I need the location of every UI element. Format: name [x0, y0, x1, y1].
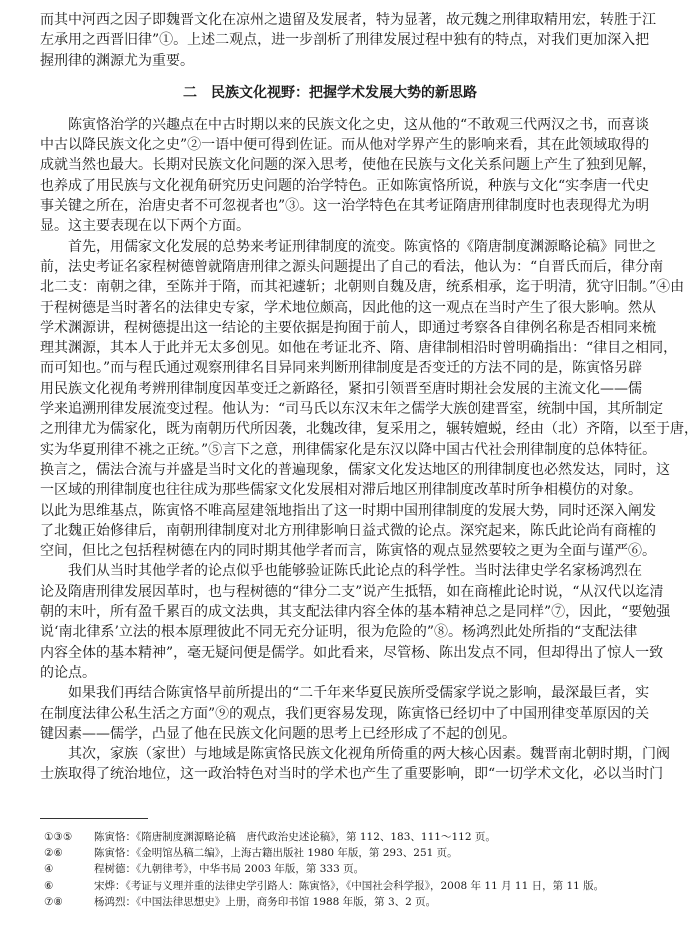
text-line: 一区域的刑律制度也往往成为那些儒家文化发展相对滞后地区刑律制度改革时所争相模仿的对象。	[40, 482, 642, 499]
text-line: 键因素——儒学，凸显了他在民族文化问题的思考上已经形成了不起的创见。	[40, 725, 516, 742]
text-line: 于程树德是当时著名的法律史专家，学术地位颇高，因此他的这一观点在当时产生了很大影响。然从	[40, 299, 656, 316]
footnote-mark: ⑥	[44, 879, 54, 892]
text-line: 而其中河西之因子即魏晋文化在凉州之遗留及发展者，特为显著，故元魏之刑律取精用宏，转胜于江	[40, 12, 656, 28]
section-body	[40, 115, 698, 785]
footnote-mark: ①③⑤	[44, 831, 73, 843]
text-line: 了北魏正始修律后，南朝刑律制度对北方刑律影响日益式微的论点。深究起来，陈氏此论尚有商榷的	[40, 522, 656, 539]
opening-paragraph	[40, 10, 656, 71]
footnotes	[40, 818, 620, 910]
footnote-text: 宋烨：《考证与义理并重的法律史学引路人：陈寅恪》，《中国社会科学报》，2008 年 11 月 11 日，第 11 版。	[94, 879, 605, 892]
footnote-text: 陈寅恪：《金明馆丛稿二编》，上海古籍出版社 1980 年版，第 293、251 页。	[94, 847, 458, 860]
footnote-rule	[40, 818, 148, 819]
text-line: 前，法史考证名家程树德曾就隋唐刑律之源头问题提出了自己的看法，他认为：“自晋氏而后，律分南	[40, 258, 664, 275]
text-line: 成就当然也最大。长期对民族文化问题的深入思考，使他在民族与文化关系问题上产生了独到见解，	[40, 157, 656, 174]
text-line: 的论点。	[40, 664, 96, 681]
text-line: 陈寅恪治学的兴趣点在中古时期以来的民族文化之史，这从他的“不敢观三代两汉之书，而喜谈	[68, 116, 650, 133]
text-line: 如果我们再结合陈寅恪早前所提出的“二千年来华夏民族所受儒家学说之影响，最深最巨者，实	[68, 685, 650, 702]
footnote	[40, 829, 620, 845]
text-line: 握刑律的渊源尤为重要。	[40, 52, 194, 69]
section-heading: 二 民族文化视野：把握学术发展大势的新思路	[183, 84, 477, 101]
text-line: 显。这主要表现在以下两个方面。	[40, 218, 250, 235]
footnote-list	[40, 829, 620, 910]
footnote	[40, 894, 620, 910]
text-line: 之刑律尤为儒家化，既为南朝历代所因袭，北魏改律，复采用之，辗转嬗蜕，经由（北）齐隋，以至于唐，	[40, 421, 698, 438]
footnote-text: 程树德：《九朝律考》，中华书局 2003 年版，第 333 页。	[94, 863, 365, 876]
text-line: 士族取得了统治地位，这一政治特色对当时的学术也产生了重要影响，即“一切学术文化，必以当时门	[40, 766, 664, 783]
footnote	[40, 861, 620, 877]
footnote	[40, 845, 620, 861]
text-line: 首先，用儒家文化发展的总势来考证刑律制度的流变。陈寅恪的《隋唐制度渊源略论稿》同世之	[68, 238, 656, 255]
text-line: 理其渊源，其本人于此并无太多创见。如他在考证北齐、隋、唐律制相沿时曾明确指出：“律目之相同，	[40, 340, 678, 357]
text-line: 以此为思维基点，陈寅恪不唯高屋建瓴地指出了这一时期中国刑律制度的发展大势，同时还深入阐发	[40, 502, 656, 519]
text-line: 用民族文化视角考辨刑律制度因革变迁之新路径，紧扣引领晋至唐时期社会发展的主流文化——儒	[40, 380, 642, 397]
text-line: 而可知也。”而与程氏通过观察刑律名目异同来判断刑律制度是否变迁的方法不同的是，陈寅恪另辟	[40, 360, 643, 377]
text-line: 中古以降民族文化之史”②一语中便可得到佐证。而从他对学界产生的影响来看，其在此领域取得的	[40, 137, 650, 154]
body-text	[40, 10, 698, 785]
text-line: 也养成了用民族与文化视角研究历史问题的治学特色。正如陈寅恪所说，种族与文化“实李唐一代史	[40, 177, 650, 194]
text-line: 换言之，儒法合流与并盛是当时文化的普遍现象，儒家文化发达地区的刑律制度也必然发达，同时，这	[40, 461, 670, 478]
text-line: 朝的末叶，所有盈千累百的成文法典，其支配法律内容全体的基本精神总之是同样”⑦，因此，“要勉强	[40, 604, 671, 621]
text-line: 说‘南北律系’立法的根本原理彼此不同无充分证明，很为危险的”⑧。杨鸿烈此处所指的“支配法律	[40, 624, 638, 641]
text-line: 实为华夏刑律不祧之正统。”⑤言下之意，刑律儒家化是东汉以降中国古代社会刑律制度的总体特征。	[40, 441, 657, 458]
text-line: 我们从当时其他学者的论点似乎也能够验证陈氏此论点的科学性。当时法律史学名家杨鸿烈在	[68, 563, 642, 580]
text-line: 左承用之西晋旧律”①。上述二观点，进一步剖析了刑律发展过程中独有的特点，对我们更加深入把	[40, 32, 650, 49]
footnote-mark: ④	[44, 863, 54, 876]
text-line: 学来追溯刑律发展流变过程。他认为：“司马氏以东汉末年之儒学大族创建晋室，统制中国，其所制定	[40, 401, 664, 418]
text-line: 论及隋唐刑律发展因革时，也与程树德的“律分二支”说产生抵牾，如在商榷此论时说，“从汉代以迄清	[40, 583, 664, 600]
text-line: 北二支：南朝之律，至陈并于隋，而其祀遽斩；北朝则自魏及唐，统系相承，迄于明清，犹守旧制。”④由	[40, 279, 685, 296]
text-line: 空间，但比之包括程树德在内的同时期其他学者而言，陈寅恪的观点显然要较之更为全面与谨严⑥。	[40, 543, 656, 560]
text-line: 内容全体的基本精神”，毫无疑问便是儒学。如此看来，尽管杨、陈出发点不同，但却得出了惊人一致	[40, 644, 664, 661]
footnote-mark: ②⑥	[44, 847, 63, 860]
text-line: 学术渊源讲，程树德提出这一结论的主要依据是拘囿于前人，即通过考察各自律例名称是否相同来梳	[40, 319, 656, 336]
footnote-text: 杨鸿烈：《中国法律思想史》上册，商务印书馆 1988 年版，第 3、2 页。	[94, 895, 437, 908]
footnote-text: 陈寅恪：《隋唐制度渊源略论稿 唐代政治史述论稿》，第 112、183、111～112 页。	[94, 831, 496, 843]
text-line: 其次，家族（家世）与地域是陈寅恪民族文化视角所倚重的两大核心因素。魏晋南北朝时期，门阀	[68, 746, 670, 763]
text-line: 在制度法律公私生活之方面”⑨的观点，我们更容易发现，陈寅恪已经切中了中国刑律变革原因的关	[40, 705, 650, 722]
footnote-mark: ⑦⑧	[44, 895, 63, 908]
text-line: 事关键之所在，治唐史者不可忽视者也”③。这一治学特色在其考证隋唐刑律制度时也表现得尤为明	[40, 198, 650, 215]
footnote	[40, 878, 620, 894]
